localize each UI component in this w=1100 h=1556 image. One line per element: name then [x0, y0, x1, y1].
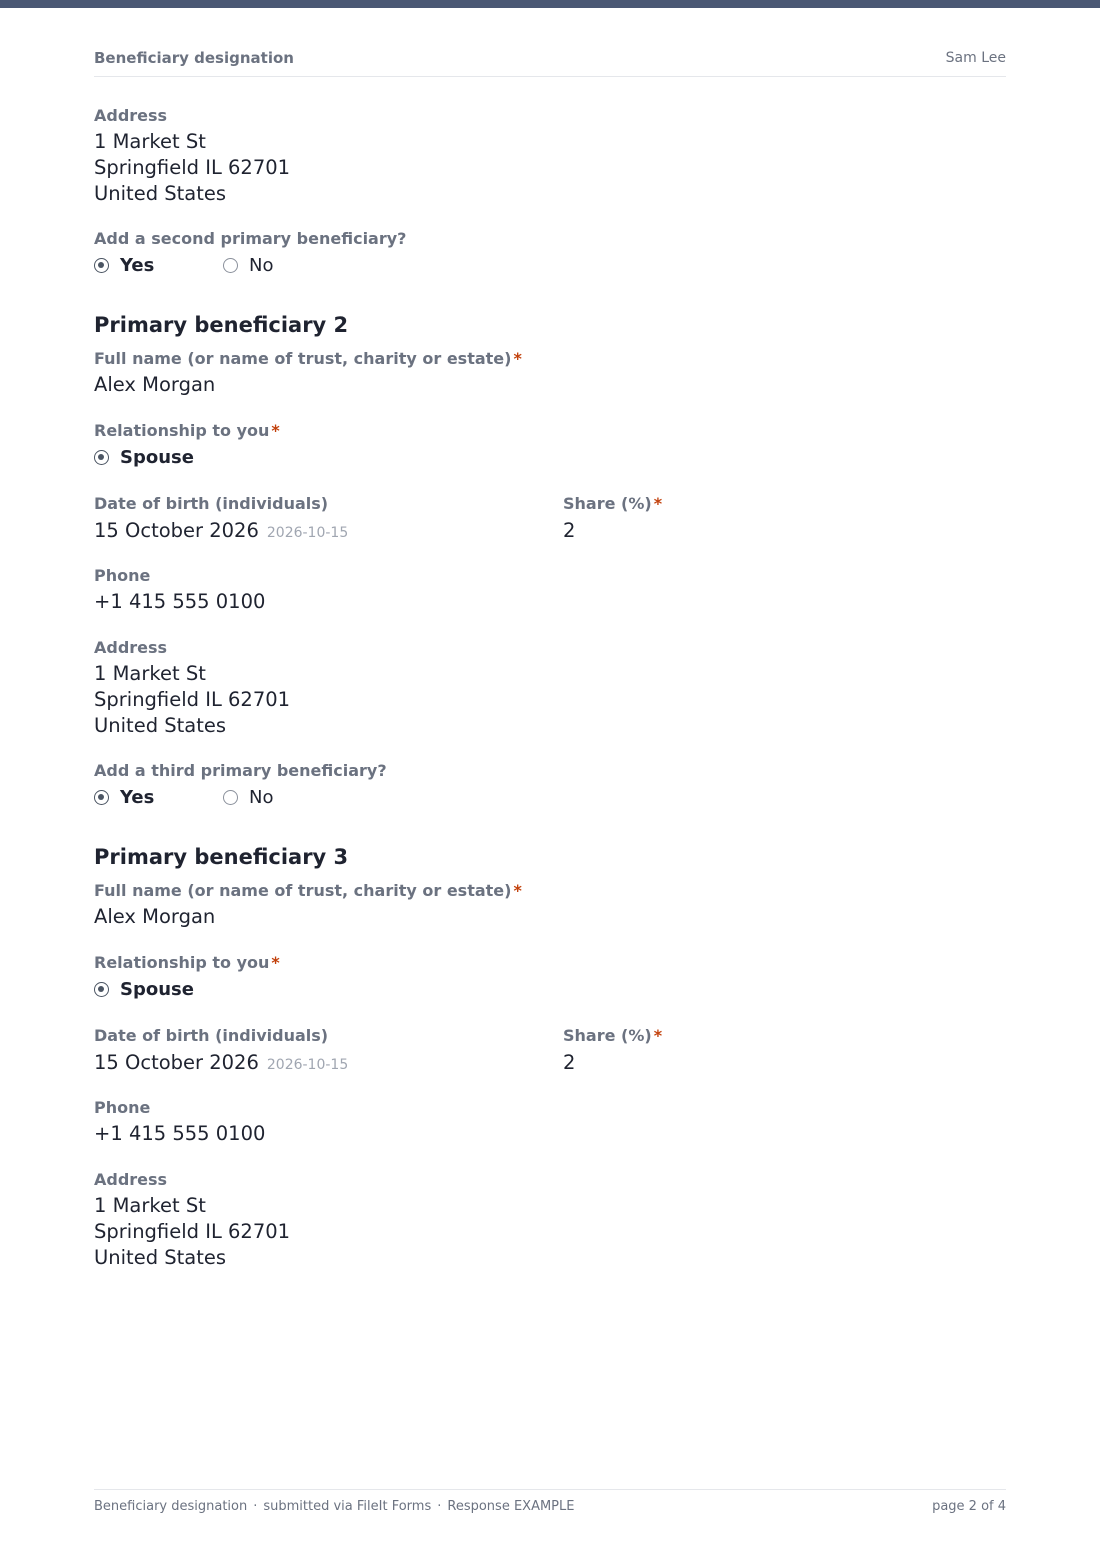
address-line-1: 1 Market St	[94, 662, 206, 685]
form-title: Beneficiary designation	[94, 49, 294, 67]
address-line-2: Springfield IL 62701	[94, 1220, 291, 1243]
add-second-yes-radio[interactable]	[94, 254, 154, 276]
address-line-2: Springfield IL 62701	[94, 688, 291, 711]
beneficiary-3-heading: Primary beneficiary 3	[94, 845, 349, 869]
relationship-spouse-radio[interactable]	[94, 446, 194, 468]
full-name-value: Alex Morgan	[94, 373, 216, 396]
add-third-yes-radio[interactable]	[94, 786, 154, 808]
required-marker: *	[653, 494, 663, 513]
page-header	[94, 49, 1006, 77]
phone-label: Phone	[94, 566, 151, 585]
address-line-3: United States	[94, 182, 227, 205]
radio-unchecked-icon	[223, 258, 238, 273]
footer-form-name: Beneficiary designation	[94, 1499, 248, 1514]
address-line-3: United States	[94, 714, 227, 737]
required-marker: *	[653, 1026, 663, 1045]
phone-value: +1 415 555 0100	[94, 1122, 266, 1145]
address-line-1: 1 Market St	[94, 130, 206, 153]
relationship-value: Spouse	[120, 446, 194, 468]
beneficiary-2-heading: Primary beneficiary 2	[94, 313, 349, 337]
user-name: Sam Lee	[945, 50, 1006, 66]
radio-label-no: No	[249, 254, 274, 276]
radio-checked-icon	[94, 450, 109, 465]
add-second-no-radio[interactable]	[223, 254, 273, 276]
footer-meta	[94, 1499, 574, 1514]
full-name-label: Full name (or name of trust, charity or estate) *	[94, 881, 522, 900]
footer-submitted: submitted via FileIt Forms	[263, 1499, 432, 1514]
relationship-label: Relationship to you *	[94, 421, 280, 440]
share-value: 2	[563, 519, 576, 542]
address-label: Address	[94, 1170, 168, 1189]
radio-checked-icon	[94, 258, 109, 273]
address-line-3: United States	[94, 1246, 227, 1269]
share-label: Share (%) *	[563, 494, 663, 513]
footer-response: Response EXAMPLE	[447, 1499, 575, 1514]
dob-value: 15 October 2026 2026-10-15	[94, 1051, 349, 1074]
required-marker: *	[513, 349, 522, 368]
share-label: Share (%) *	[563, 1026, 663, 1045]
footer-separator: ·	[253, 1499, 258, 1514]
relationship-value: Spouse	[120, 978, 194, 1000]
footer-separator: ·	[437, 1499, 442, 1514]
full-name-label: Full name (or name of trust, charity or estate) *	[94, 349, 522, 368]
required-marker: *	[271, 421, 280, 440]
radio-checked-icon	[94, 790, 109, 805]
address-label: Address	[94, 638, 168, 657]
share-value: 2	[563, 1051, 576, 1074]
add-third-no-radio[interactable]	[223, 786, 273, 808]
radio-checked-icon	[94, 982, 109, 997]
relationship-label: Relationship to you *	[94, 953, 280, 972]
add-second-beneficiary-question: Add a second primary beneficiary?	[94, 229, 407, 248]
relationship-spouse-radio[interactable]	[94, 978, 194, 1000]
radio-label-yes: Yes	[120, 786, 155, 808]
radio-label-yes: Yes	[120, 254, 155, 276]
page-number: page 2 of 4	[932, 1499, 1006, 1514]
dob-label: Date of birth (individuals)	[94, 494, 329, 513]
radio-unchecked-icon	[223, 790, 238, 805]
top-accent-bar	[0, 0, 1100, 8]
phone-label: Phone	[94, 1098, 151, 1117]
address-label: Address	[94, 106, 168, 125]
dob-value: 15 October 2026 2026-10-15	[94, 519, 349, 542]
dob-iso: 2026-10-15	[266, 525, 349, 541]
radio-label-no: No	[249, 786, 274, 808]
full-name-value: Alex Morgan	[94, 905, 216, 928]
required-marker: *	[513, 881, 522, 900]
address-line-2: Springfield IL 62701	[94, 156, 291, 179]
add-third-beneficiary-question: Add a third primary beneficiary?	[94, 761, 387, 780]
phone-value: +1 415 555 0100	[94, 590, 266, 613]
address-line-1: 1 Market St	[94, 1194, 206, 1217]
page-footer	[94, 1489, 1006, 1519]
required-marker: *	[271, 953, 280, 972]
dob-label: Date of birth (individuals)	[94, 1026, 329, 1045]
dob-iso: 2026-10-15	[266, 1057, 349, 1073]
